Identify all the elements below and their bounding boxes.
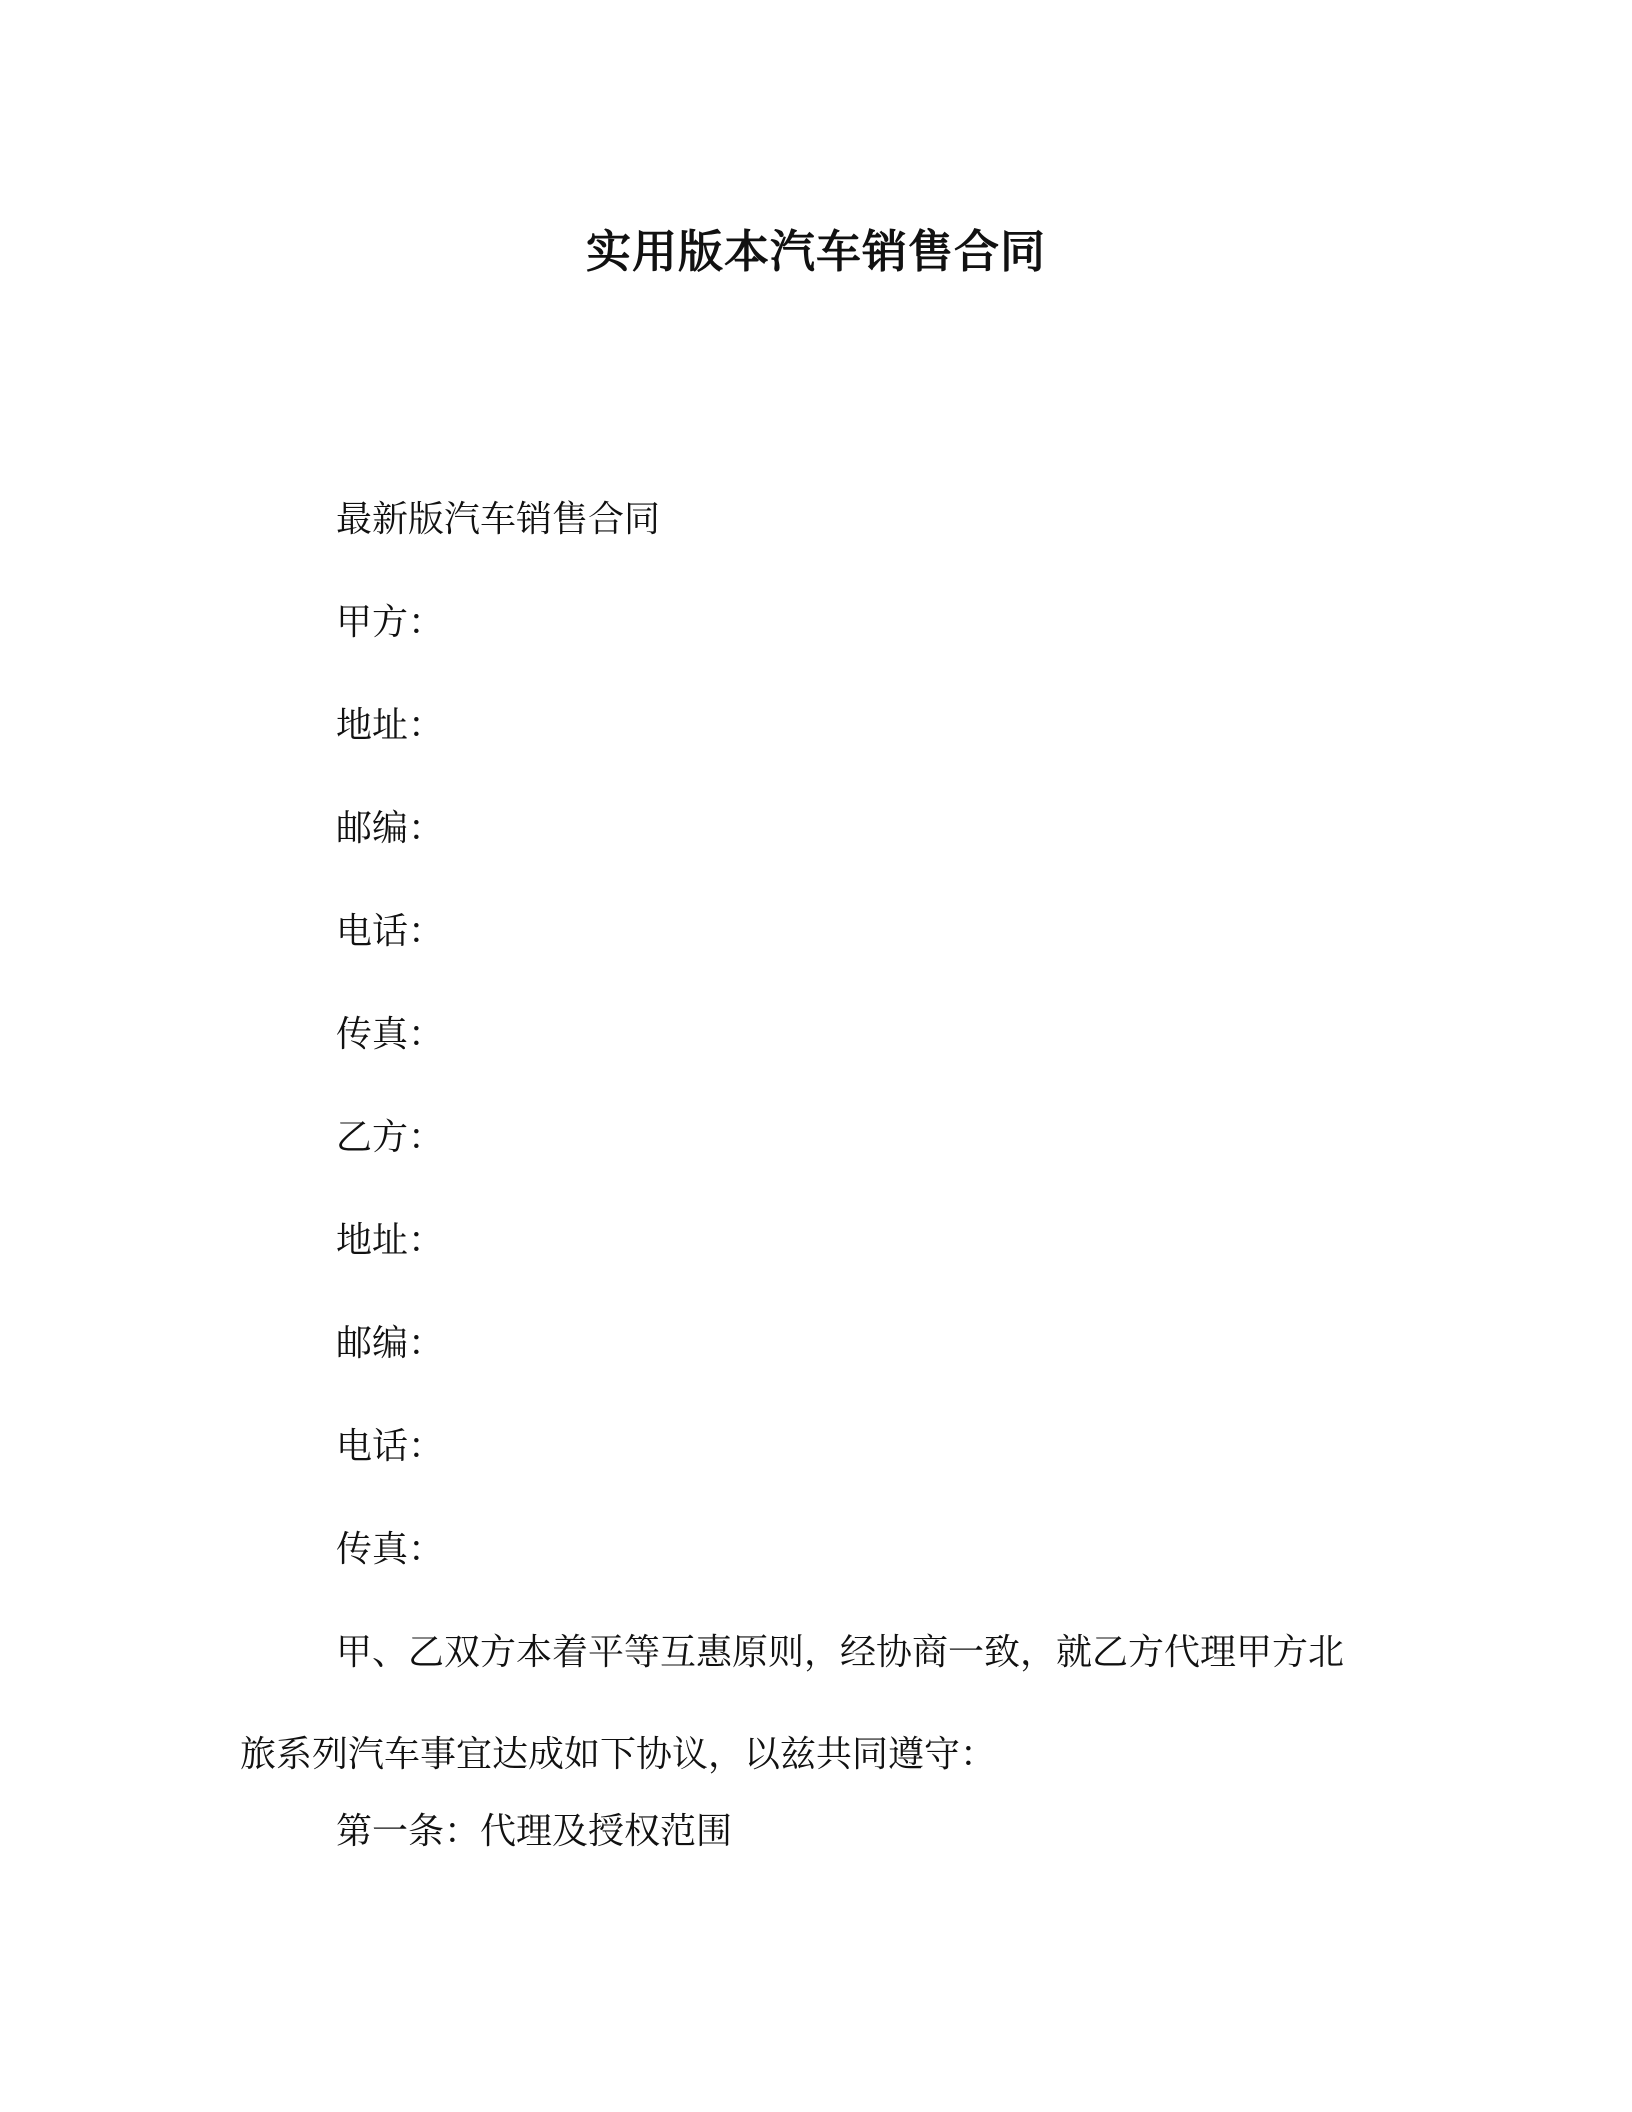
article-1-heading: 第一条：代理及授权范围 [336,1811,733,1852]
party-a-name-label: 甲方： [336,602,445,643]
party-a-fax-label: 传真： [336,1014,445,1055]
document-title: 实用版本汽车销售合同 [585,225,1046,278]
party-a-postcode-label: 邮编： [336,808,445,849]
party-b-phone-label: 电话： [336,1426,445,1467]
party-b-address-label: 地址： [336,1220,445,1261]
party-b-fax-label: 传真： [336,1529,445,1570]
preamble-line-2: 旅系列汽车事宜达成如下协议，以兹共同遵守： [240,1734,997,1775]
party-b-postcode-label: 邮编： [336,1323,445,1364]
party-b-name-label: 乙方： [336,1117,445,1158]
preamble-paragraph [240,1627,1390,1781]
preamble-line-1: 甲、乙双方本着平等互惠原则，经协商一致，就乙方代理甲方北 [336,1632,1345,1673]
party-a-address-label: 地址： [336,705,445,746]
document-subtitle: 最新版汽车销售合同 [336,499,661,540]
party-a-phone-label: 电话： [336,911,445,952]
